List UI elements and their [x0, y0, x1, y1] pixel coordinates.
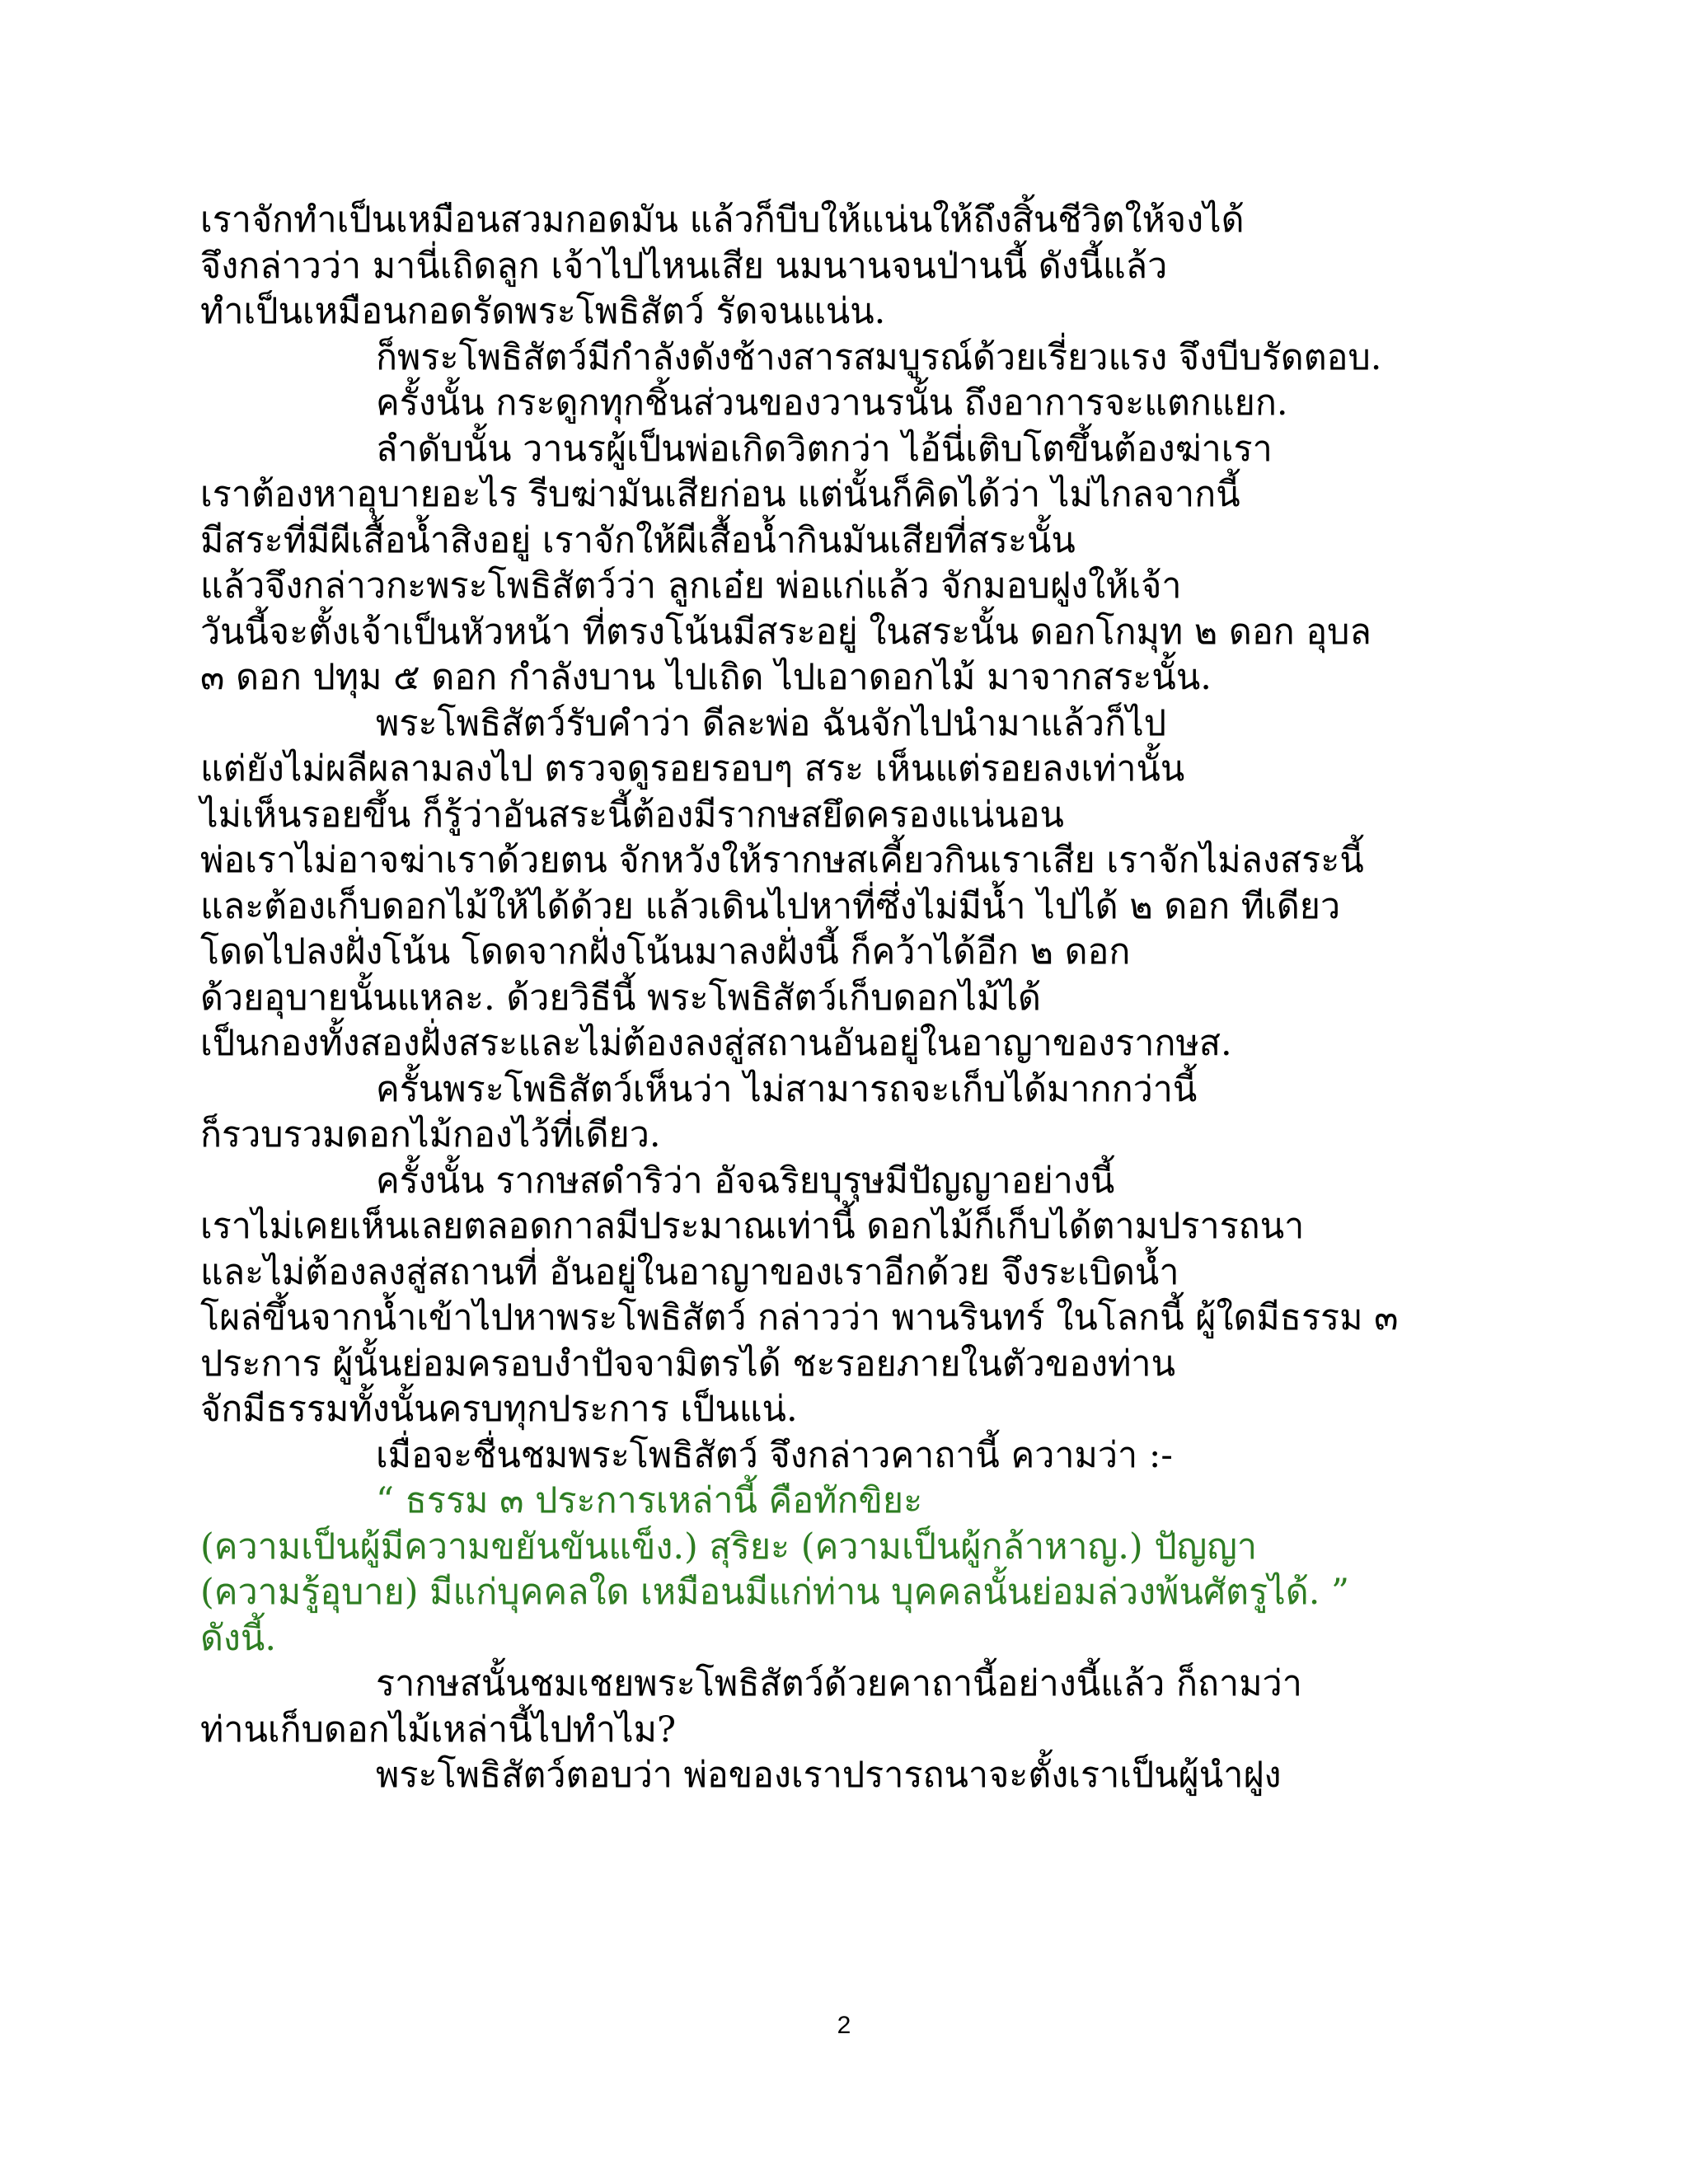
text-line: โดดไปลงฝั่งโน้น โดดจากฝั่งโน้นมาลงฝั่งนี้ ก็คว้าได้อีก ๒ ดอก — [200, 931, 1131, 972]
text-line: เป็นกองทั้งสองฝั่งสระและไม่ต้องลงสู่สถานอันอยู่ในอาญาของรากษส. — [200, 1023, 1232, 1064]
text-line: ครั้นพระโพธิสัตว์เห็นว่า ไม่สามารถจะเก็บได้มากกว่านี้ — [376, 1068, 1198, 1110]
verse-line: ดังนี้. — [200, 1617, 276, 1659]
text-line: รากษสนั้นชมเชยพระโพธิสัตว์ด้วยคาถานี้อย่างนี้แล้ว ก็ถามว่า — [376, 1663, 1302, 1704]
text-line: พระโพธิสัตว์รับคำว่า ดีละพ่อ ฉันจักไปนำมาแล้วก็ไป — [376, 702, 1167, 744]
text-line: ทำเป็นเหมือนกอดรัดพระโพธิสัตว์ รัดจนแน่น. — [200, 291, 886, 332]
text-line: ก็รวบรวมดอกไม้กองไว้ที่เดียว. — [200, 1114, 661, 1155]
text-line: ลำดับนั้น วานรผู้เป็นพ่อเกิดวิตกว่า ไอ้นี่เติบโตขึ้นต้องฆ่าเรา — [376, 428, 1273, 470]
text-line: พ่อเราไม่อาจฆ่าเราด้วยตน จักหวังให้รากษสเคี้ยวกินเราเสีย เราจักไม่ลงสระนี้ — [200, 840, 1364, 881]
page-number: 2 — [837, 2012, 851, 2039]
body-text — [200, 198, 1552, 1799]
text-line: เราจักทำเป็นเหมือนสวมกอดมัน แล้วก็บีบให้แน่นให้ถึงสิ้นชีวิตให้จงได้ — [200, 199, 1245, 241]
text-line: ประการ ผู้นั้นย่อมครอบงำปัจจามิตรได้ ชะรอยภายในตัวของท่าน — [200, 1343, 1175, 1385]
text-line: เมื่อจะชื่นชมพระโพธิสัตว์ จึงกล่าวคาถานี้ ความว่า :- — [376, 1434, 1173, 1476]
text-line: เราต้องหาอุบายอะไร รีบฆ่ามันเสียก่อน แต่นั้นก็คิดได้ว่า ไม่ไกลจากนี้ — [200, 474, 1240, 515]
text-line: และต้องเก็บดอกไม้ให้ได้ด้วย แล้วเดินไปหาที่ซึ่งไม่มีน้ำ ไปได้ ๒ ดอก ทีเดียว — [200, 885, 1341, 927]
text-line: ท่านเก็บดอกไม้เหล่านี้ไปทำไม? — [200, 1708, 677, 1750]
text-line: ๓ ดอก ปทุม ๕ ดอก กำลังบาน ไปเถิด ไปเอาดอกไม้ มาจากสระนั้น. — [200, 657, 1212, 698]
text-line: จักมีธรรมทั้งนั้นครบทุกประการ เป็นแน่. — [200, 1389, 798, 1430]
verse-line: (ความเป็นผู้มีความขยันขันแข็ง.) สุริยะ (ความเป็นผู้กล้าหาญ.) ปัญญา — [200, 1526, 1258, 1568]
text-line: ไม่เห็นรอยขึ้น ก็รู้ว่าอันสระนี้ต้องมีรากษสยึดครองแน่นอน — [200, 794, 1064, 836]
text-line: โผล่ขึ้นจากน้ำเข้าไปหาพระโพธิสัตว์ กล่าวว่า พานรินทร์ ในโลกนี้ ผู้ใดมีธรรม ๓ — [200, 1297, 1399, 1338]
text-line: มีสระที่มีผีเสื้อน้ำสิงอยู่ เราจักให้ผีเสื้อน้ำกินมันเสียที่สระนั้น — [200, 519, 1076, 561]
text-line: ด้วยอุบายนั้นแหละ. ด้วยวิธีนี้ พระโพธิสัตว์เก็บดอกไม้ได้ — [200, 977, 1041, 1019]
text-line: เราไม่เคยเห็นเลยตลอดกาลมีประมาณเท่านี้ ดอกไม้ก็เก็บได้ตามปรารถนา — [200, 1206, 1305, 1247]
text-line: แต่ยังไม่ผลีผลามลงไป ตรวจดูรอยรอบๆ สระ เห็นแต่รอยลงเท่านั้น — [200, 748, 1185, 790]
text-line: แล้วจึงกล่าวกะพระโพธิสัตว์ว่า ลูกเอ๋ย พ่อแก่แล้ว จักมอบฝูงให้เจ้า — [200, 565, 1182, 607]
text-line: พระโพธิสัตว์ตอบว่า พ่อของเราปรารถนาจะตั้งเราเป็นผู้นำฝูง — [376, 1755, 1282, 1796]
text-line: และไม่ต้องลงสู่สถานที่ อันอยู่ในอาญาของเราอีกด้วย จึงระเบิดน้ำ — [200, 1251, 1179, 1293]
verse-line: “ ธรรม ๓ ประการเหล่านี้ คือทักขิยะ — [376, 1480, 923, 1521]
text-line: จึงกล่าวว่า มานี่เถิดลูก เจ้าไปไหนเสีย นมนานจนป่านนี้ ดังนี้แล้ว — [200, 245, 1168, 287]
text-line: ครั้งนั้น รากษสดำริว่า อัจฉริยบุรุษมีปัญญาอย่างนี้ — [376, 1160, 1115, 1202]
text-line: ครั้งนั้น กระดูกทุกชิ้นส่วนของวานรนั้น ถึงอาการจะแตกแยก. — [376, 382, 1288, 424]
verse-line: (ความรู้อุบาย) มีแก่บุคคลใด เหมือนมีแก่ท่าน บุคคลนั้นย่อมล่วงพ้นศัตรูได้. ” — [200, 1572, 1350, 1613]
text-line: วันนี้จะตั้งเจ้าเป็นหัวหน้า ที่ตรงโน้นมีสระอยู่ ในสระนั้น ดอกโกมุท ๒ ดอก อุบล — [200, 611, 1372, 653]
text-line: ก็พระโพธิสัตว์มีกำลังดังช้างสารสมบูรณ์ด้วยเรี่ยวแรง จึงบีบรัดตอบ. — [376, 336, 1382, 378]
